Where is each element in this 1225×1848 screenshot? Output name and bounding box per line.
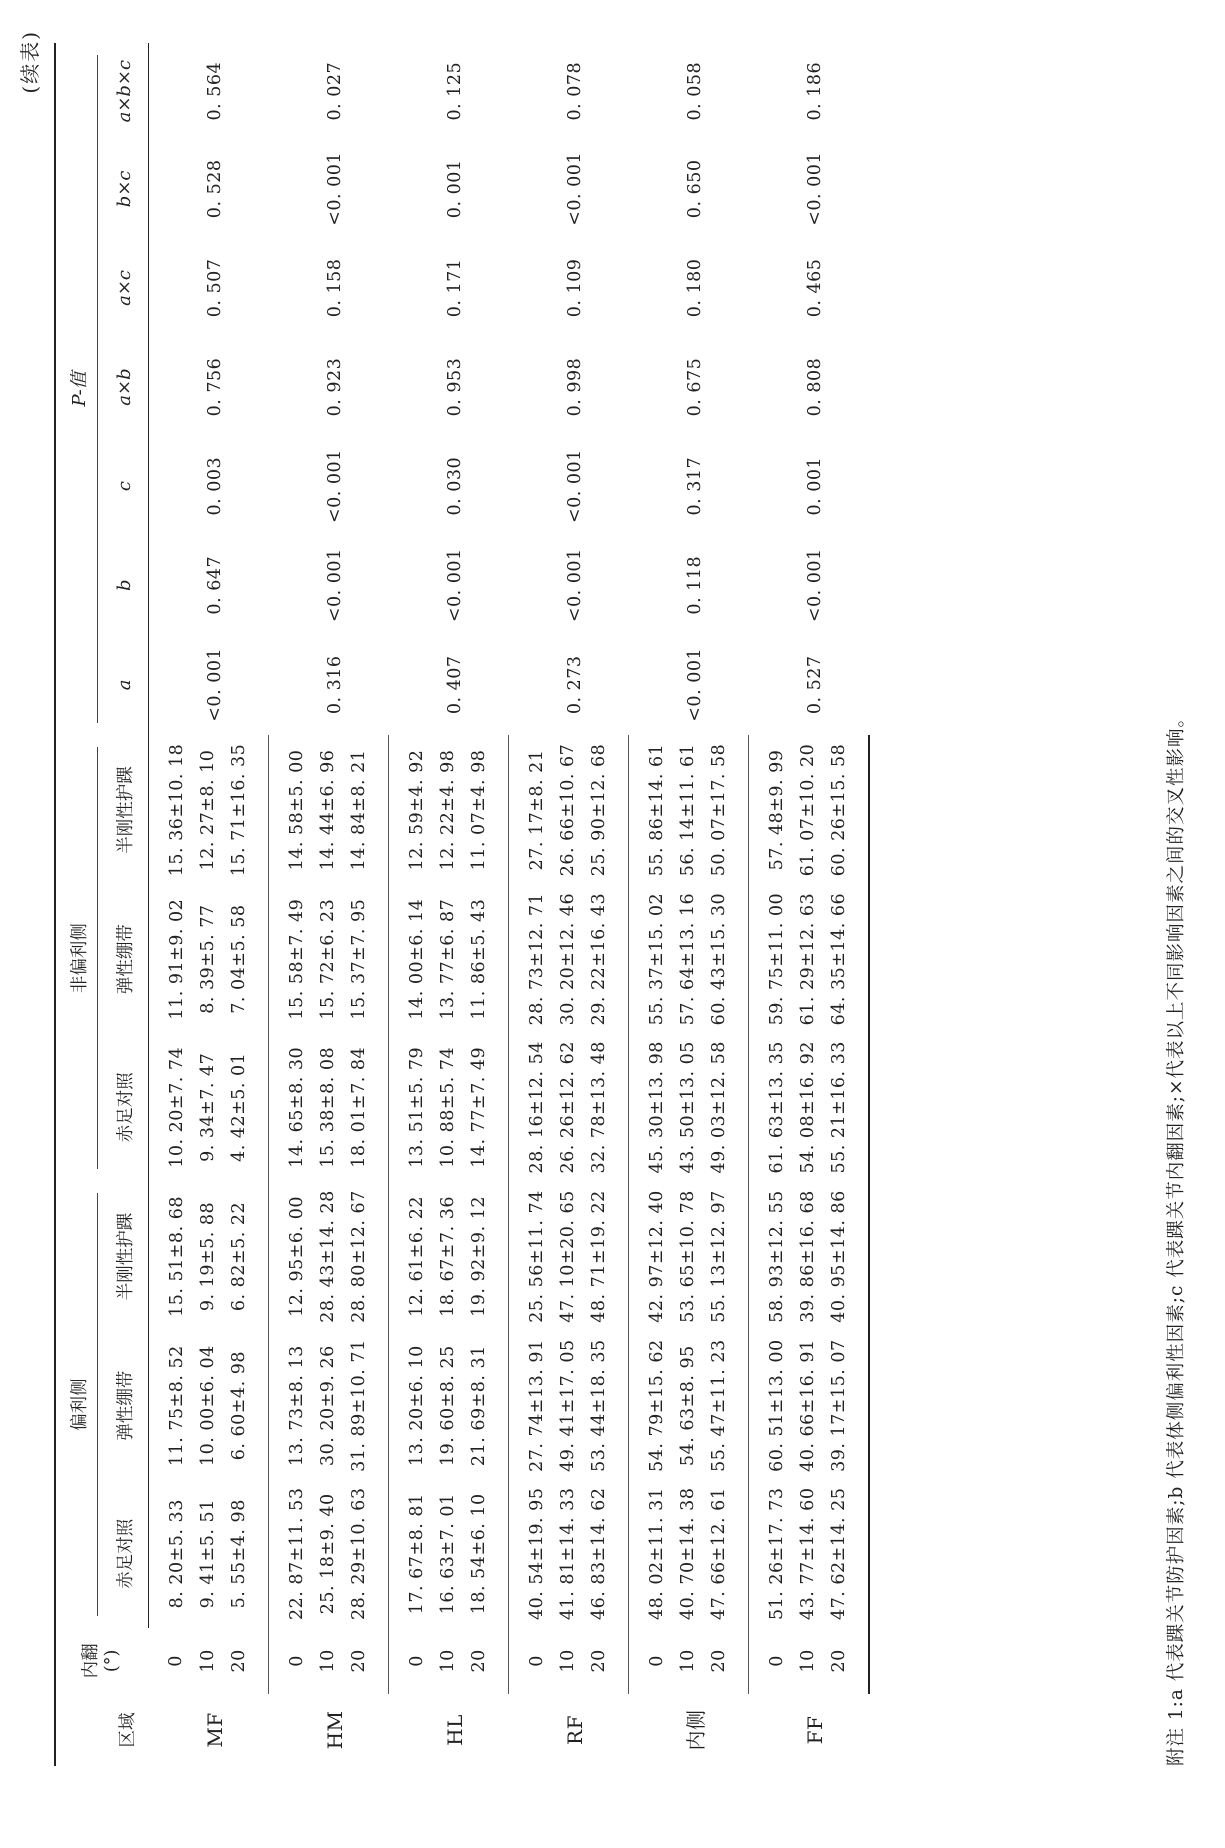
- p-axbxc-cell: 0. 078: [564, 61, 585, 121]
- biased-barefoot-cell: 40. 70±14. 38: [677, 1487, 698, 1621]
- biased-barefoot-cell: 46. 83±14. 62: [583, 1480, 629, 1628]
- header-inversion-label: 内翻: [81, 1643, 102, 1679]
- region-label: RF: [562, 1715, 587, 1745]
- header-p-b: b: [100, 536, 149, 635]
- header-nonbiased-elastic-bandage: 弹性绷带: [100, 885, 149, 1033]
- p-b-cell: <0. 001: [324, 548, 345, 623]
- biased-brace-cell: 55. 13±12. 97: [703, 1181, 749, 1331]
- biased-bandage-cell: 13. 73±8. 13: [286, 1345, 307, 1467]
- header-p-axb: a×b: [100, 337, 149, 436]
- biased-bandage-cell: 54. 79±15. 62: [646, 1339, 667, 1472]
- p-b-cell: <0. 001: [804, 548, 825, 623]
- angle-cell: 20: [463, 1628, 509, 1694]
- biased-barefoot-cell: 25. 18±9. 40: [317, 1493, 338, 1615]
- biased-bandage-cell: 19. 60±8. 25: [437, 1345, 458, 1467]
- p-c-cell: 0. 001: [804, 456, 825, 516]
- p-axb-cell: 0. 808: [804, 357, 825, 417]
- biased-barefoot-cell: 9. 41±5. 51: [197, 1499, 218, 1609]
- p-c-cell: 0. 030: [444, 456, 465, 516]
- biased-brace-cell: 39. 86±16. 68: [797, 1190, 818, 1323]
- nonbiased-bandage-cell: 61. 29±12. 63: [797, 892, 818, 1026]
- region-label: 内侧: [684, 1709, 708, 1751]
- header-nonbiased-semirigid-brace: 半刚性护踝: [100, 735, 149, 885]
- angle-cell: 0: [166, 1655, 187, 1667]
- table-row: [149, 43, 193, 1766]
- header-p-axbxc: a×b×c: [100, 43, 149, 139]
- angle-cell: 0: [406, 1655, 427, 1667]
- biased-brace-cell: 28. 43±14. 28: [317, 1190, 338, 1323]
- angle-cell: 10: [677, 1649, 698, 1673]
- nonbiased-brace-cell: 61. 07±10. 20: [797, 743, 818, 877]
- p-axbxc-cell: 0. 564: [204, 61, 225, 121]
- biased-barefoot-cell: 17. 67±8. 81: [406, 1493, 427, 1615]
- biased-brace-cell: 42. 97±12. 40: [646, 1190, 667, 1323]
- p-a-cell: <0. 001: [204, 647, 225, 722]
- continued-label: (续表): [18, 30, 42, 94]
- region-group: [629, 43, 749, 1766]
- p-axc-cell: 0. 507: [204, 258, 225, 318]
- biased-bandage-cell: 40. 66±16. 91: [797, 1339, 818, 1472]
- region-group: [269, 43, 389, 1766]
- nonbiased-brace-cell: 25. 90±12. 68: [583, 735, 629, 885]
- nonbiased-barefoot-cell: 28. 16±12. 54: [526, 1041, 547, 1174]
- nonbiased-barefoot-cell: 4. 42±5. 01: [223, 1033, 269, 1181]
- nonbiased-barefoot-cell: 43. 50±13. 05: [677, 1041, 698, 1174]
- p-b-cell: 0. 118: [684, 555, 705, 615]
- region-label: HM: [322, 1710, 347, 1750]
- nonbiased-bandage-cell: 57. 64±13. 16: [677, 892, 698, 1026]
- nonbiased-bandage-cell: 11. 91±9. 02: [166, 898, 187, 1020]
- header-biased-semirigid-brace: 半刚性护踝: [100, 1181, 149, 1331]
- nonbiased-brace-cell: 12. 27±8. 10: [197, 749, 218, 871]
- nonbiased-brace-cell: 15. 36±10. 18: [166, 743, 187, 877]
- biased-bandage-cell: 53. 44±18. 35: [583, 1332, 629, 1480]
- region-group: [389, 43, 509, 1766]
- nonbiased-bandage-cell: 15. 58±7. 49: [286, 898, 307, 1020]
- biased-brace-cell: 19. 92±9. 12: [463, 1181, 509, 1331]
- p-axbxc-cell: 0. 027: [324, 61, 345, 121]
- nonbiased-bandage-cell: 60. 43±15. 30: [703, 885, 749, 1033]
- nonbiased-bandage-cell: 8. 39±5. 77: [197, 904, 218, 1014]
- p-bxc-cell: 0. 650: [684, 159, 705, 219]
- region-group: [149, 43, 269, 1766]
- biased-barefoot-cell: 43. 77±14. 60: [797, 1487, 818, 1621]
- biased-brace-cell: 12. 61±6. 22: [406, 1196, 427, 1317]
- biased-barefoot-cell: 51. 26±17. 73: [766, 1487, 787, 1621]
- nonbiased-brace-cell: 57. 48±9. 99: [766, 749, 787, 871]
- biased-brace-cell: 9. 19±5. 88: [197, 1201, 218, 1312]
- header-inversion-unit: (°): [102, 1649, 123, 1673]
- nonbiased-barefoot-cell: 14. 65±8. 30: [286, 1046, 307, 1168]
- biased-bandage-cell: 55. 47±11. 23: [703, 1332, 749, 1480]
- angle-cell: 0: [646, 1655, 667, 1667]
- region-label: HL: [442, 1714, 467, 1746]
- p-c-cell: 0. 317: [684, 456, 705, 516]
- nonbiased-brace-cell: 12. 22±4. 98: [437, 749, 458, 871]
- p-c-cell: <0. 001: [324, 449, 345, 524]
- biased-barefoot-cell: 47. 62±14. 25: [823, 1480, 869, 1628]
- header-p-value: [55, 43, 100, 735]
- nonbiased-bandage-cell: 55. 37±15. 02: [646, 892, 667, 1026]
- nonbiased-brace-cell: 56. 14±11. 61: [677, 743, 698, 877]
- nonbiased-barefoot-cell: 61. 63±13. 35: [766, 1041, 787, 1174]
- nonbiased-brace-cell: 11. 07±4. 98: [463, 735, 509, 885]
- nonbiased-barefoot-cell: 32. 78±13. 48: [583, 1033, 629, 1181]
- nonbiased-bandage-cell: 64. 35±14. 66: [823, 885, 869, 1033]
- p-axbxc-cell: 0. 058: [684, 61, 705, 121]
- region-group: [749, 43, 870, 1766]
- biased-brace-cell: 47. 10±20. 65: [557, 1190, 578, 1323]
- p-axb-cell: 0. 998: [564, 357, 585, 417]
- nonbiased-brace-cell: 14. 58±5. 00: [286, 749, 307, 871]
- nonbiased-barefoot-cell: 14. 77±7. 49: [463, 1033, 509, 1181]
- nonbiased-barefoot-cell: 18. 01±7. 84: [343, 1033, 389, 1181]
- angle-cell: 0: [766, 1655, 787, 1667]
- nonbiased-brace-cell: 26. 66±10. 67: [557, 743, 578, 877]
- biased-brace-cell: 53. 65±10. 78: [677, 1190, 698, 1323]
- p-a-cell: 0. 316: [324, 655, 345, 715]
- biased-bandage-cell: 31. 89±10. 71: [343, 1332, 389, 1480]
- nonbiased-barefoot-cell: 45. 30±13. 98: [646, 1041, 667, 1174]
- header-non-biased-side: 非偏利侧: [55, 735, 100, 1182]
- p-axc-cell: 0. 180: [684, 258, 705, 318]
- angle-cell: 20: [583, 1628, 629, 1694]
- nonbiased-bandage-cell: 15. 37±7. 95: [343, 885, 389, 1033]
- nonbiased-barefoot-cell: 9. 34±7. 47: [197, 1052, 218, 1162]
- nonbiased-bandage-cell: 14. 00±6. 14: [406, 898, 427, 1020]
- nonbiased-barefoot-cell: 10. 20±7. 74: [166, 1046, 187, 1168]
- biased-barefoot-cell: 5. 55±4. 98: [223, 1480, 269, 1628]
- biased-brace-cell: 28. 80±12. 67: [343, 1181, 389, 1331]
- angle-cell: 20: [823, 1628, 869, 1694]
- results-table: [54, 43, 870, 1766]
- p-a-cell: <0. 001: [684, 647, 705, 722]
- p-b-cell: <0. 001: [444, 548, 465, 623]
- nonbiased-brace-cell: 60. 26±15. 58: [823, 735, 869, 885]
- biased-barefoot-cell: 48. 02±11. 31: [646, 1487, 667, 1621]
- biased-bandage-cell: 54. 63±8. 95: [677, 1345, 698, 1467]
- p-axc-cell: 0. 158: [324, 258, 345, 318]
- angle-cell: 10: [197, 1649, 218, 1673]
- header-p-a: a: [100, 635, 149, 735]
- biased-bandage-cell: 39. 17±15. 07: [823, 1332, 869, 1480]
- nonbiased-bandage-cell: 30. 20±12. 46: [557, 892, 578, 1026]
- p-b-cell: <0. 001: [564, 548, 585, 623]
- biased-brace-cell: 6. 82±5. 22: [223, 1181, 269, 1331]
- header-inversion: [55, 1628, 149, 1694]
- nonbiased-brace-cell: 12. 59±4. 92: [406, 749, 427, 871]
- p-axb-cell: 0. 756: [204, 357, 225, 417]
- p-axb-cell: 0. 675: [684, 357, 705, 417]
- table-footnote: 附注 1:a 代表踝关节防护因素;b 代表体侧偏利性因素;c 代表踝关节内翻因素;×代表以上不同影响因素之间的交叉性影响。: [1166, 708, 1187, 1766]
- nonbiased-barefoot-cell: 54. 08±16. 92: [797, 1041, 818, 1174]
- p-a-cell: 0. 527: [804, 655, 825, 715]
- angle-cell: 10: [557, 1649, 578, 1673]
- table-row: [509, 43, 553, 1766]
- region-label: FF: [802, 1715, 827, 1745]
- table-row: [749, 43, 793, 1766]
- angle-cell: 0: [526, 1655, 547, 1667]
- p-c-cell: 0. 003: [204, 456, 225, 516]
- header-biased-barefoot: 赤足对照: [100, 1480, 149, 1628]
- p-a-cell: 0. 273: [564, 655, 585, 715]
- nonbiased-brace-cell: 14. 44±6. 96: [317, 749, 338, 871]
- p-bxc-cell: <0. 001: [804, 151, 825, 226]
- biased-barefoot-cell: 41. 81±14. 33: [557, 1487, 578, 1621]
- angle-cell: 0: [286, 1655, 307, 1667]
- nonbiased-bandage-cell: 28. 73±12. 71: [526, 892, 547, 1026]
- header-region: 区域: [117, 1712, 138, 1748]
- nonbiased-bandage-cell: 29. 22±16. 43: [583, 885, 629, 1033]
- p-bxc-cell: <0. 001: [324, 151, 345, 226]
- angle-cell: 10: [797, 1649, 818, 1673]
- header-p-value-label: P-值: [69, 371, 90, 407]
- header-p-bxc: b×c: [100, 139, 149, 238]
- angle-cell: 20: [223, 1628, 269, 1694]
- p-axb-cell: 0. 953: [444, 357, 465, 417]
- biased-barefoot-cell: 16. 63±7. 01: [437, 1493, 458, 1615]
- region-group: [509, 43, 629, 1766]
- p-bxc-cell: <0. 001: [564, 151, 585, 226]
- table-row: [629, 43, 673, 1766]
- biased-brace-cell: 48. 71±19. 22: [583, 1181, 629, 1331]
- p-c-cell: <0. 001: [564, 449, 585, 524]
- biased-barefoot-cell: 40. 54±19. 95: [526, 1487, 547, 1621]
- p-axc-cell: 0. 465: [804, 258, 825, 318]
- angle-cell: 10: [437, 1649, 458, 1673]
- biased-brace-cell: 12. 95±6. 00: [286, 1196, 307, 1317]
- biased-barefoot-cell: 18. 54±6. 10: [463, 1480, 509, 1628]
- biased-barefoot-cell: 28. 29±10. 63: [343, 1480, 389, 1628]
- p-axbxc-cell: 0. 125: [444, 61, 465, 121]
- p-axbxc-cell: 0. 186: [804, 61, 825, 121]
- nonbiased-barefoot-cell: 13. 51±5. 79: [406, 1046, 427, 1168]
- biased-bandage-cell: 30. 20±9. 26: [317, 1345, 338, 1467]
- biased-bandage-cell: 49. 41±17. 05: [557, 1339, 578, 1472]
- nonbiased-brace-cell: 55. 86±14. 61: [646, 743, 667, 877]
- biased-barefoot-cell: 47. 66±12. 61: [703, 1480, 749, 1628]
- nonbiased-bandage-cell: 7. 04±5. 58: [223, 885, 269, 1033]
- biased-bandage-cell: 21. 69±8. 31: [463, 1332, 509, 1480]
- biased-bandage-cell: 13. 20±6. 10: [406, 1345, 427, 1467]
- biased-brace-cell: 58. 93±12. 55: [766, 1190, 787, 1323]
- angle-cell: 20: [343, 1628, 389, 1694]
- nonbiased-brace-cell: 27. 17±8. 21: [526, 749, 547, 871]
- angle-cell: 20: [703, 1628, 749, 1694]
- biased-bandage-cell: 10. 00±6. 04: [197, 1345, 218, 1467]
- biased-bandage-cell: 60. 51±13. 00: [766, 1339, 787, 1472]
- nonbiased-bandage-cell: 15. 72±6. 23: [317, 898, 338, 1020]
- nonbiased-barefoot-cell: 49. 03±12. 58: [703, 1033, 749, 1181]
- header-nonbiased-barefoot: 赤足对照: [100, 1033, 149, 1181]
- biased-barefoot-cell: 8. 20±5. 33: [166, 1499, 187, 1609]
- nonbiased-barefoot-cell: 15. 38±8. 08: [317, 1046, 338, 1168]
- biased-brace-cell: 25. 56±11. 74: [526, 1190, 547, 1323]
- header-biased-elastic-bandage: 弹性绷带: [100, 1332, 149, 1480]
- p-b-cell: 0. 647: [204, 555, 225, 615]
- nonbiased-barefoot-cell: 10. 88±5. 74: [437, 1046, 458, 1168]
- nonbiased-brace-cell: 15. 71±16. 35: [223, 735, 269, 885]
- nonbiased-bandage-cell: 11. 86±5. 43: [463, 885, 509, 1033]
- p-bxc-cell: 0. 528: [204, 159, 225, 219]
- biased-bandage-cell: 27. 74±13. 91: [526, 1339, 547, 1472]
- table-header: [55, 43, 149, 1766]
- nonbiased-brace-cell: 14. 84±8. 21: [343, 735, 389, 885]
- biased-brace-cell: 40. 95±14. 86: [823, 1181, 869, 1331]
- p-axc-cell: 0. 109: [564, 258, 585, 318]
- angle-cell: 10: [317, 1649, 338, 1673]
- nonbiased-barefoot-cell: 26. 26±12. 62: [557, 1041, 578, 1174]
- biased-bandage-cell: 11. 75±8. 52: [166, 1345, 187, 1467]
- header-p-axc: a×c: [100, 238, 149, 337]
- nonbiased-bandage-cell: 59. 75±11. 00: [766, 892, 787, 1026]
- header-p-c: c: [100, 437, 149, 536]
- biased-bandage-cell: 6. 60±4. 98: [223, 1332, 269, 1480]
- p-axb-cell: 0. 923: [324, 357, 345, 417]
- table-row: [269, 43, 313, 1766]
- nonbiased-bandage-cell: 13. 77±6. 87: [437, 898, 458, 1020]
- header-biased-side: 偏利侧: [55, 1181, 100, 1627]
- nonbiased-barefoot-cell: 55. 21±16. 33: [823, 1033, 869, 1181]
- table-row: [389, 43, 433, 1766]
- p-a-cell: 0. 407: [444, 655, 465, 715]
- biased-brace-cell: 15. 51±8. 68: [166, 1196, 187, 1317]
- p-axc-cell: 0. 171: [444, 258, 465, 318]
- biased-barefoot-cell: 22. 87±11. 53: [286, 1487, 307, 1621]
- p-bxc-cell: 0. 001: [444, 159, 465, 219]
- region-label: MF: [202, 1712, 227, 1748]
- nonbiased-brace-cell: 50. 07±17. 58: [703, 735, 749, 885]
- biased-brace-cell: 18. 67±7. 36: [437, 1196, 458, 1317]
